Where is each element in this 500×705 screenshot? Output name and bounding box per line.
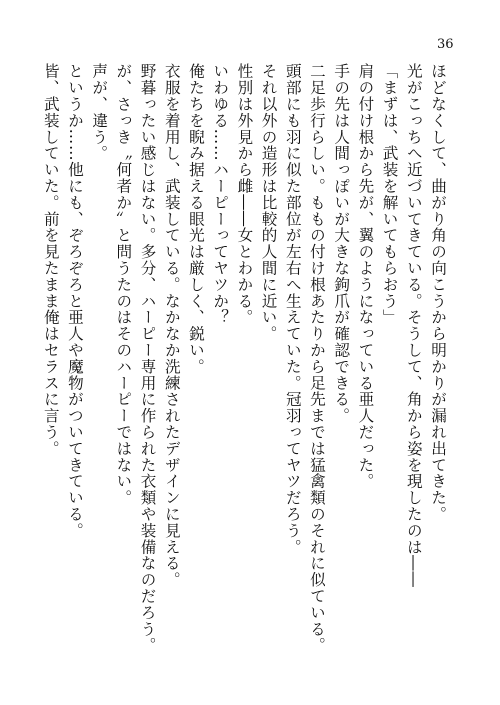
text-line: 俺たちを睨み据える眼光は厳しく、鋭い。 [186,63,205,375]
text-line: というか……他にも、ぞろぞろと亜人や魔物がついてきている。 [65,63,84,539]
text-line: 手の先は人間っぽいが大きな鉤爪が確認できる。 [332,63,351,424]
text-line: 頭部にも羽に似た部位が左右へ生えていた。冠羽ってヤツだろう。 [283,63,302,555]
text-line: 野暮ったい感じはない。多分、ハーピー専用に作られた衣類や装備なのだろう。 [138,63,157,654]
text-line: が、さっき〝何者か〟と問うたのはそのハーピーではない。 [114,63,133,506]
text-line: 光がこっちへ近づいてきている。そうして、角から姿を現したのは―― [404,63,423,588]
page-number: 36 [437,37,454,52]
text-line: 皆、武装していた。前を見たまま俺はセラスに言う。 [41,63,60,457]
text-line: 性別は外見から雌――女とわかる。 [235,63,254,326]
text-line: 二足歩行らしい。ももの付け根あたりから足先までは猛禽類のそれに似ている。 [307,63,326,654]
text-line: それ以外の造形は比較的人間に近い。 [259,63,278,342]
text-line: 「まずは、武装を解いてもらおう」 [380,63,399,326]
text-line: 衣服を着用し、武装している。なかなか洗練されたデザインに見える。 [162,63,181,588]
text-line: ほどなくして、曲がり角の向こうから明かりが漏れ出てきた。 [429,63,447,523]
text-line: 肩の付け根から先が、翼のようになっている亜人だった。 [356,63,375,490]
text-line: 声が、違う。 [90,63,109,162]
vertical-text-body [39,63,450,663]
text-line: いわゆる……ハーピーってヤツか？ [211,63,230,326]
